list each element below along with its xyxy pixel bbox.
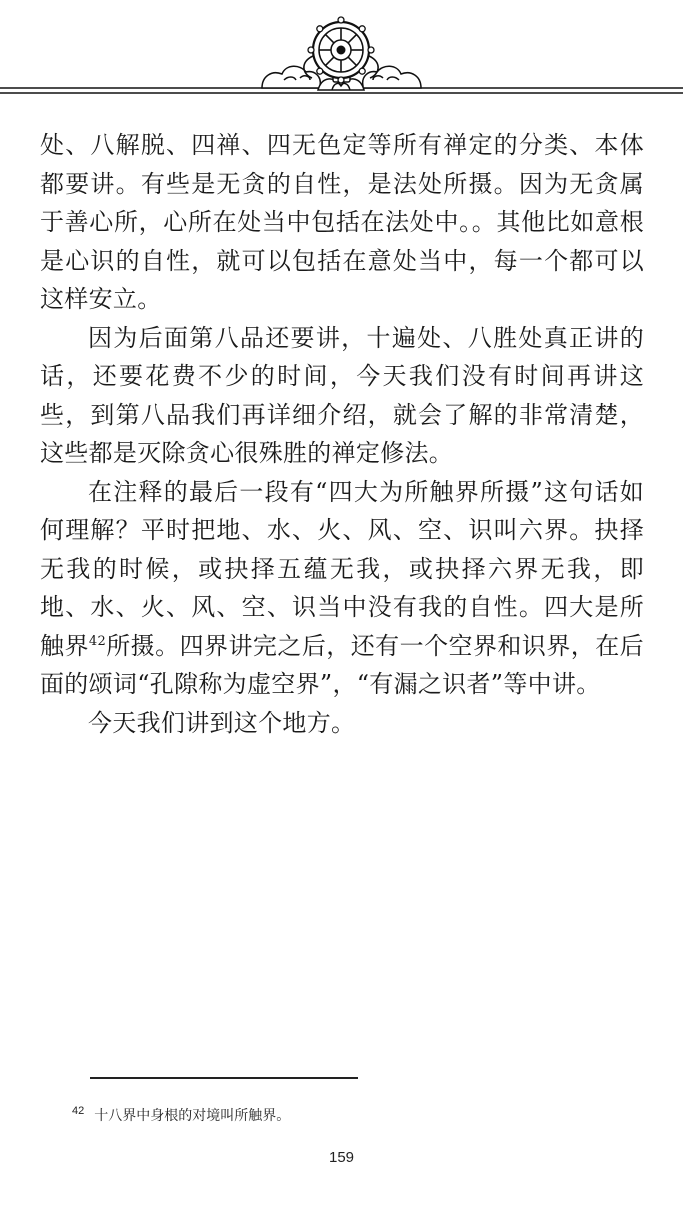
- page-number: 159: [328, 1149, 355, 1166]
- paragraph-2: 因为后面第八品还要讲，十遍处、八胜处真正讲的话，还要花费不少的时间，今天我们没有时间再讲这些，到第八品我们再详细介绍，就会了解的非常清楚，这些都是灭除贪心很殊胜的禅定修法。: [40, 323, 644, 467]
- paragraph-3-text-after: 所摄。四界讲完之后，还有一个空界和识界，在后面的颂词“孔隙称为虚空界”，“有漏之识者”等中讲。: [40, 631, 644, 698]
- footnote-divider: [90, 1077, 358, 1079]
- footnote-number: 42: [72, 1105, 85, 1117]
- paragraph-1: 处、八解脱、四禅、四无色定等所有禅定的分类、本体都要讲。有些是无贪的自性，是法处所摄。因为无贪属于善心所，心所在处当中包括在法处中。。其他比如意根是心识的自性，就可以包括在意处当中，每一个都可以这样安立。: [40, 131, 644, 313]
- paragraph-3: [40, 473, 644, 704]
- footnote-reference[interactable]: 42: [88, 633, 107, 649]
- paragraph-3-text-before: 在注释的最后一段有“四大为所触界所摄”这句话如何理解？平时把地、水、火、风、空、识叫六界。抉择无我的时候，或抉择五蕴无我，或抉择六界无我，即地、水、火、风、空、识当中没有我的自性。四大是所触界: [40, 477, 644, 660]
- paragraph-4: 今天我们讲到这个地方。: [88, 708, 356, 737]
- main-text: [40, 126, 644, 742]
- footnote: [72, 1105, 290, 1125]
- page-header-ornament: [0, 0, 683, 110]
- footnote-text: 十八界中身根的对境叫所触界。: [94, 1108, 291, 1124]
- dharma-wheel-icon: [0, 0, 683, 110]
